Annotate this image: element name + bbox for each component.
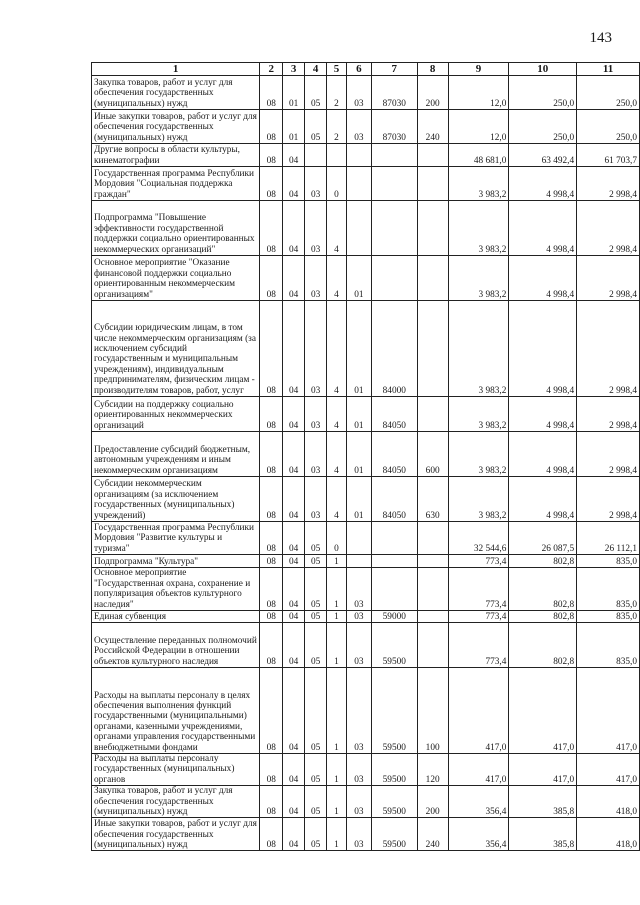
amount-cell: 773,4 <box>448 623 509 668</box>
code-cell: 59500 <box>371 818 417 851</box>
code-cell: 03 <box>305 256 327 301</box>
code-cell: 05 <box>305 555 327 568</box>
column-header: 10 <box>509 63 577 76</box>
code-cell: 240 <box>417 110 448 144</box>
amount-cell: 417,0 <box>448 754 509 786</box>
amount-cell: 3 983,2 <box>448 477 509 522</box>
amount-cell: 3 983,2 <box>448 167 509 201</box>
column-header: 11 <box>577 63 640 76</box>
amount-cell: 3 983,2 <box>448 256 509 301</box>
code-cell: 08 <box>260 256 283 301</box>
code-cell: 03 <box>346 76 371 110</box>
code-cell: 03 <box>305 201 327 256</box>
code-cell <box>371 522 417 555</box>
page-number: 143 <box>589 30 612 46</box>
code-cell <box>417 167 448 201</box>
code-cell: 01 <box>283 110 305 144</box>
code-cell: 08 <box>260 522 283 555</box>
code-cell: 1 <box>327 555 347 568</box>
code-cell: 05 <box>305 110 327 144</box>
table-row <box>92 522 640 555</box>
budget-table <box>91 62 640 851</box>
amount-cell: 418,0 <box>577 786 640 818</box>
amount-cell: 250,0 <box>577 110 640 144</box>
amount-cell: 26 087,5 <box>509 522 577 555</box>
row-name: Иные закупки товаров, работ и услуг для обеспечения государственных (муниципальных) нужд <box>92 110 260 144</box>
code-cell: 04 <box>283 555 305 568</box>
amount-cell: 835,0 <box>577 568 640 611</box>
code-cell: 04 <box>283 397 305 432</box>
code-cell: 59500 <box>371 786 417 818</box>
amount-cell: 2 998,4 <box>577 477 640 522</box>
code-cell: 03 <box>346 786 371 818</box>
code-cell: 08 <box>260 110 283 144</box>
code-cell: 08 <box>260 167 283 201</box>
code-cell: 01 <box>283 76 305 110</box>
code-cell: 84050 <box>371 397 417 432</box>
code-cell: 87030 <box>371 110 417 144</box>
code-cell: 04 <box>283 568 305 611</box>
amount-cell: 3 983,2 <box>448 201 509 256</box>
code-cell: 1 <box>327 818 347 851</box>
code-cell <box>417 201 448 256</box>
amount-cell: 3 983,2 <box>448 301 509 397</box>
code-cell <box>346 522 371 555</box>
code-cell: 04 <box>283 623 305 668</box>
row-name: Осуществление переданных полномочий Российской Федерации в отношении объектов культурного наследия <box>92 623 260 668</box>
code-cell: 04 <box>283 301 305 397</box>
code-cell: 04 <box>283 256 305 301</box>
amount-cell: 802,8 <box>509 623 577 668</box>
row-name: Основное мероприятие "Государственная охрана, сохранение и популяризация объектов культурного наследия" <box>92 568 260 611</box>
table-row <box>92 754 640 786</box>
code-cell: 03 <box>346 754 371 786</box>
amount-cell: 773,4 <box>448 568 509 611</box>
code-cell: 59500 <box>371 754 417 786</box>
row-name: Субсидии некоммерческим организациям (за исключением государственных (муниципальных) учреждений) <box>92 477 260 522</box>
amount-cell: 2 998,4 <box>577 301 640 397</box>
amount-cell: 26 112,1 <box>577 522 640 555</box>
code-cell: 0 <box>327 167 347 201</box>
code-cell: 59000 <box>371 611 417 623</box>
table-row <box>92 201 640 256</box>
code-cell: 4 <box>327 256 347 301</box>
table-row <box>92 397 640 432</box>
code-cell: 05 <box>305 668 327 754</box>
code-cell: 59500 <box>371 623 417 668</box>
column-header: 9 <box>448 63 509 76</box>
amount-cell: 418,0 <box>577 818 640 851</box>
code-cell: 01 <box>346 477 371 522</box>
code-cell <box>346 201 371 256</box>
row-name: Расходы на выплаты персоналу в целях обеспечения выполнения функций государственными (муниципальными) органами, казенными учреждениями, органами управления государственными внебюджетными фондами <box>92 668 260 754</box>
code-cell: 08 <box>260 786 283 818</box>
row-name: Единая субвенция <box>92 611 260 623</box>
code-cell <box>346 167 371 201</box>
amount-cell: 3 983,2 <box>448 397 509 432</box>
amount-cell: 417,0 <box>577 754 640 786</box>
column-header: 2 <box>260 63 283 76</box>
code-cell: 1 <box>327 568 347 611</box>
code-cell: 04 <box>283 144 305 167</box>
code-cell: 4 <box>327 477 347 522</box>
amount-cell: 4 998,4 <box>509 256 577 301</box>
amount-cell: 48 681,0 <box>448 144 509 167</box>
column-header: 3 <box>283 63 305 76</box>
amount-cell: 417,0 <box>509 754 577 786</box>
code-cell: 1 <box>327 611 347 623</box>
code-cell: 08 <box>260 76 283 110</box>
code-cell <box>417 522 448 555</box>
row-name: Подпрограмма "Повышение эффективности государственной поддержки социально ориентированных некоммерческих организаций" <box>92 201 260 256</box>
amount-cell: 417,0 <box>577 668 640 754</box>
column-header: 5 <box>327 63 347 76</box>
table-row <box>92 568 640 611</box>
amount-cell: 4 998,4 <box>509 301 577 397</box>
code-cell: 04 <box>283 477 305 522</box>
table-row <box>92 110 640 144</box>
code-cell: 04 <box>283 611 305 623</box>
table-row <box>92 668 640 754</box>
code-cell: 03 <box>305 432 327 477</box>
code-cell <box>417 397 448 432</box>
amount-cell: 356,4 <box>448 786 509 818</box>
amount-cell: 2 998,4 <box>577 397 640 432</box>
code-cell: 4 <box>327 432 347 477</box>
code-cell: 240 <box>417 818 448 851</box>
table-row <box>92 818 640 851</box>
code-cell: 1 <box>327 754 347 786</box>
code-cell: 1 <box>327 786 347 818</box>
row-name: Основное мероприятие "Оказание финансовой поддержки социально ориентированным некоммерческим организациям" <box>92 256 260 301</box>
table-row <box>92 611 640 623</box>
code-cell: 03 <box>305 167 327 201</box>
code-cell: 59500 <box>371 668 417 754</box>
code-cell: 08 <box>260 555 283 568</box>
code-cell <box>346 555 371 568</box>
code-cell: 0 <box>327 522 347 555</box>
amount-cell: 835,0 <box>577 611 640 623</box>
code-cell: 84000 <box>371 301 417 397</box>
table-row <box>92 786 640 818</box>
code-cell: 600 <box>417 432 448 477</box>
header-row <box>92 63 640 76</box>
column-header: 1 <box>92 63 260 76</box>
row-name: Другие вопросы в области культуры, кинематографии <box>92 144 260 167</box>
code-cell: 04 <box>283 201 305 256</box>
table-row <box>92 144 640 167</box>
code-cell: 08 <box>260 397 283 432</box>
code-cell: 1 <box>327 623 347 668</box>
amount-cell: 3 983,2 <box>448 432 509 477</box>
row-name: Государственная программа Республики Мордовия "Развитие культуры и туризма" <box>92 522 260 555</box>
amount-cell: 835,0 <box>577 555 640 568</box>
code-cell <box>371 555 417 568</box>
code-cell: 200 <box>417 76 448 110</box>
code-cell: 04 <box>283 432 305 477</box>
code-cell: 05 <box>305 818 327 851</box>
amount-cell: 4 998,4 <box>509 432 577 477</box>
code-cell: 08 <box>260 432 283 477</box>
table-row <box>92 256 640 301</box>
amount-cell: 417,0 <box>448 668 509 754</box>
code-cell: 05 <box>305 76 327 110</box>
amount-cell: 802,8 <box>509 555 577 568</box>
code-cell: 630 <box>417 477 448 522</box>
code-cell: 08 <box>260 668 283 754</box>
amount-cell: 12,0 <box>448 76 509 110</box>
code-cell: 01 <box>346 432 371 477</box>
column-header: 6 <box>346 63 371 76</box>
row-name: Государственная программа Республики Мордовия "Социальная поддержка граждан" <box>92 167 260 201</box>
amount-cell: 4 998,4 <box>509 397 577 432</box>
code-cell <box>346 144 371 167</box>
code-cell: 04 <box>283 786 305 818</box>
code-cell: 03 <box>346 668 371 754</box>
amount-cell: 4 998,4 <box>509 477 577 522</box>
code-cell <box>327 144 347 167</box>
amount-cell: 2 998,4 <box>577 201 640 256</box>
code-cell: 2 <box>327 110 347 144</box>
code-cell: 08 <box>260 754 283 786</box>
table-row <box>92 301 640 397</box>
code-cell: 03 <box>346 611 371 623</box>
code-cell: 04 <box>283 754 305 786</box>
amount-cell: 63 492,4 <box>509 144 577 167</box>
row-name: Закупка товаров, работ и услуг для обеспечения государственных (муниципальных) нужд <box>92 786 260 818</box>
table-row <box>92 623 640 668</box>
amount-cell: 802,8 <box>509 611 577 623</box>
amount-cell: 12,0 <box>448 110 509 144</box>
code-cell: 01 <box>346 256 371 301</box>
table-row <box>92 477 640 522</box>
amount-cell: 250,0 <box>577 76 640 110</box>
code-cell: 08 <box>260 201 283 256</box>
code-cell: 05 <box>305 754 327 786</box>
amount-cell: 2 998,4 <box>577 256 640 301</box>
code-cell <box>417 144 448 167</box>
code-cell <box>417 623 448 668</box>
amount-cell: 773,4 <box>448 611 509 623</box>
code-cell: 08 <box>260 144 283 167</box>
column-header: 8 <box>417 63 448 76</box>
code-cell: 08 <box>260 477 283 522</box>
code-cell: 84050 <box>371 432 417 477</box>
code-cell: 08 <box>260 818 283 851</box>
amount-cell: 417,0 <box>509 668 577 754</box>
amount-cell: 250,0 <box>509 76 577 110</box>
table-row <box>92 76 640 110</box>
code-cell: 01 <box>346 397 371 432</box>
amount-cell: 250,0 <box>509 110 577 144</box>
amount-cell: 356,4 <box>448 818 509 851</box>
column-header: 4 <box>305 63 327 76</box>
row-name: Закупка товаров, работ и услуг для обеспечения государственных (муниципальных) нужд <box>92 76 260 110</box>
amount-cell: 4 998,4 <box>509 167 577 201</box>
code-cell: 05 <box>305 568 327 611</box>
code-cell <box>371 144 417 167</box>
code-cell: 08 <box>260 568 283 611</box>
row-name: Предоставление субсидий бюджетным, автономным учреждениям и иным некоммерческим организациям <box>92 432 260 477</box>
code-cell <box>371 256 417 301</box>
row-name: Иные закупки товаров, работ и услуг для обеспечения государственных (муниципальных) нужд <box>92 818 260 851</box>
code-cell <box>417 568 448 611</box>
table-row <box>92 555 640 568</box>
code-cell: 08 <box>260 623 283 668</box>
table-row <box>92 167 640 201</box>
code-cell <box>305 144 327 167</box>
code-cell: 08 <box>260 301 283 397</box>
code-cell: 03 <box>346 818 371 851</box>
amount-cell: 2 998,4 <box>577 167 640 201</box>
amount-cell: 2 998,4 <box>577 432 640 477</box>
row-name: Расходы на выплаты персоналу государственных (муниципальных) органов <box>92 754 260 786</box>
code-cell <box>417 611 448 623</box>
amount-cell: 802,8 <box>509 568 577 611</box>
code-cell: 03 <box>305 397 327 432</box>
code-cell <box>417 256 448 301</box>
code-cell <box>417 301 448 397</box>
code-cell: 03 <box>346 110 371 144</box>
column-header: 7 <box>371 63 417 76</box>
code-cell: 4 <box>327 301 347 397</box>
amount-cell: 4 998,4 <box>509 201 577 256</box>
code-cell: 04 <box>283 818 305 851</box>
code-cell: 87030 <box>371 76 417 110</box>
row-name: Подпрограмма "Культура" <box>92 555 260 568</box>
code-cell: 05 <box>305 522 327 555</box>
code-cell: 03 <box>346 568 371 611</box>
code-cell: 01 <box>346 301 371 397</box>
amount-cell: 773,4 <box>448 555 509 568</box>
code-cell: 03 <box>305 477 327 522</box>
code-cell <box>371 201 417 256</box>
amount-cell: 61 703,7 <box>577 144 640 167</box>
code-cell: 05 <box>305 786 327 818</box>
code-cell: 120 <box>417 754 448 786</box>
row-name: Субсидии юридическим лицам, в том числе некоммерческим организациям (за исключением субсидий государственным и муниципальным учреждениям), индивидуальным предпринимателям, физическим лицам - производителям товаров, работ, услуг <box>92 301 260 397</box>
table-row <box>92 432 640 477</box>
code-cell <box>371 568 417 611</box>
code-cell <box>371 167 417 201</box>
amount-cell: 385,8 <box>509 818 577 851</box>
code-cell: 05 <box>305 623 327 668</box>
code-cell: 04 <box>283 522 305 555</box>
code-cell: 200 <box>417 786 448 818</box>
code-cell: 100 <box>417 668 448 754</box>
amount-cell: 835,0 <box>577 623 640 668</box>
code-cell: 4 <box>327 397 347 432</box>
code-cell: 2 <box>327 76 347 110</box>
code-cell: 05 <box>305 611 327 623</box>
code-cell: 84050 <box>371 477 417 522</box>
code-cell: 1 <box>327 668 347 754</box>
amount-cell: 32 544,6 <box>448 522 509 555</box>
code-cell: 04 <box>283 167 305 201</box>
code-cell: 4 <box>327 201 347 256</box>
row-name: Субсидии на поддержку социально ориентированных некоммерческих организаций <box>92 397 260 432</box>
code-cell: 08 <box>260 611 283 623</box>
code-cell <box>417 555 448 568</box>
code-cell: 04 <box>283 668 305 754</box>
code-cell: 03 <box>346 623 371 668</box>
code-cell: 03 <box>305 301 327 397</box>
amount-cell: 385,8 <box>509 786 577 818</box>
